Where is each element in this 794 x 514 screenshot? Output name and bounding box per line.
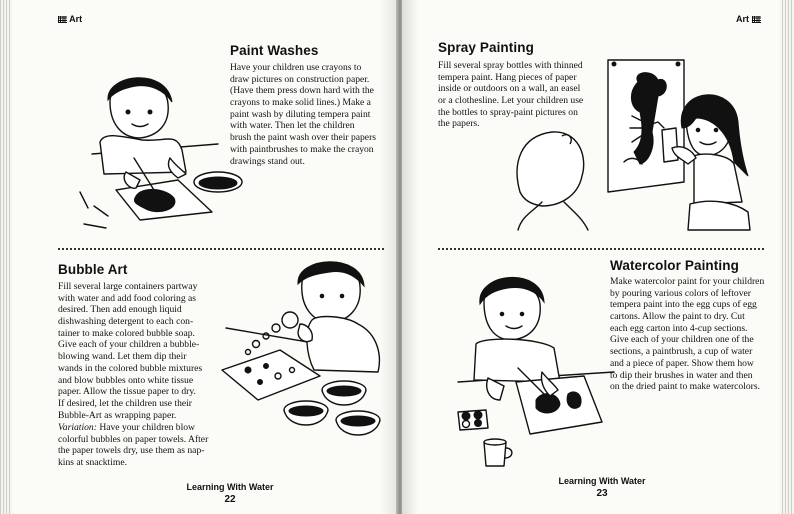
bubble-art-variation: Variation: Have your children blow colorful bubbles on paper towels. After the paper towels dry, use them as nap- kins at snacktime. (58, 422, 209, 469)
page-number: 22 (224, 494, 236, 505)
bubble-art-illustration (218, 258, 388, 448)
grid-icon (752, 16, 761, 23)
bubble-art-text: Fill several large containers partway with water and add food coloring as desired. Then add enough liquid dishwashing detergent to each con- tainer to make colored bubble soap. Give each of your children a bubble- blowing wand. Let them dip their wands in the colored bubble mixtures and blow bubbles onto white tissue paper. Allow the tissue paper to dry. If desired, let the children use their Bubble-Art as wrapping paper. (58, 281, 203, 421)
page-edge (782, 0, 794, 514)
section-divider (438, 248, 764, 250)
section-divider (58, 248, 384, 250)
paint-washes-illustration (70, 62, 250, 232)
watercolor-painting-text: Make watercolor paint for your children by pouring various colors of leftover tempera paint into the egg cups of egg cartons. Allow the paint to dry. Cut each egg carton into 4-cup sections. Give each of your children one of the sections, a paintbrush, a cup of water and a piece of paper. Show them how to dip their brushes in water and then on the dried paint to make watercolors. (610, 276, 765, 393)
page-number: 23 (596, 488, 608, 499)
spray-painting-illustration (512, 52, 762, 232)
paint-washes-text: Have your children use crayons to draw pictures on construction paper. (Have them press down hard with the crayons to make solid lines.) Make a paint wash by diluting tempera paint with water. Then let the children brush the paint wash over their papers with paintbrushes to make the crayon drawings stand out. (230, 62, 376, 167)
watercolor-painting-title: Watercolor Painting (610, 258, 739, 273)
section-header: Art (58, 14, 82, 24)
right-page (402, 0, 794, 514)
page-edge (0, 0, 12, 514)
section-header: Art (736, 14, 761, 24)
watercolor-painting-illustration (444, 272, 624, 472)
spray-painting-title: Spray Painting (438, 40, 534, 55)
page-footer: Learning With Water (186, 482, 274, 492)
grid-icon (58, 16, 67, 23)
bubble-art-title: Bubble Art (58, 262, 128, 277)
page-footer: Learning With Water (558, 476, 646, 486)
spray-painting-text: Fill several spray bottles with thinned tempera paint. Hang pieces of paper inside or outdoors on a wall, an easel or a clothesline. Let your children use the bottles to spray-paint pictures on the papers. (438, 60, 584, 130)
paint-washes-title: Paint Washes (230, 43, 319, 58)
